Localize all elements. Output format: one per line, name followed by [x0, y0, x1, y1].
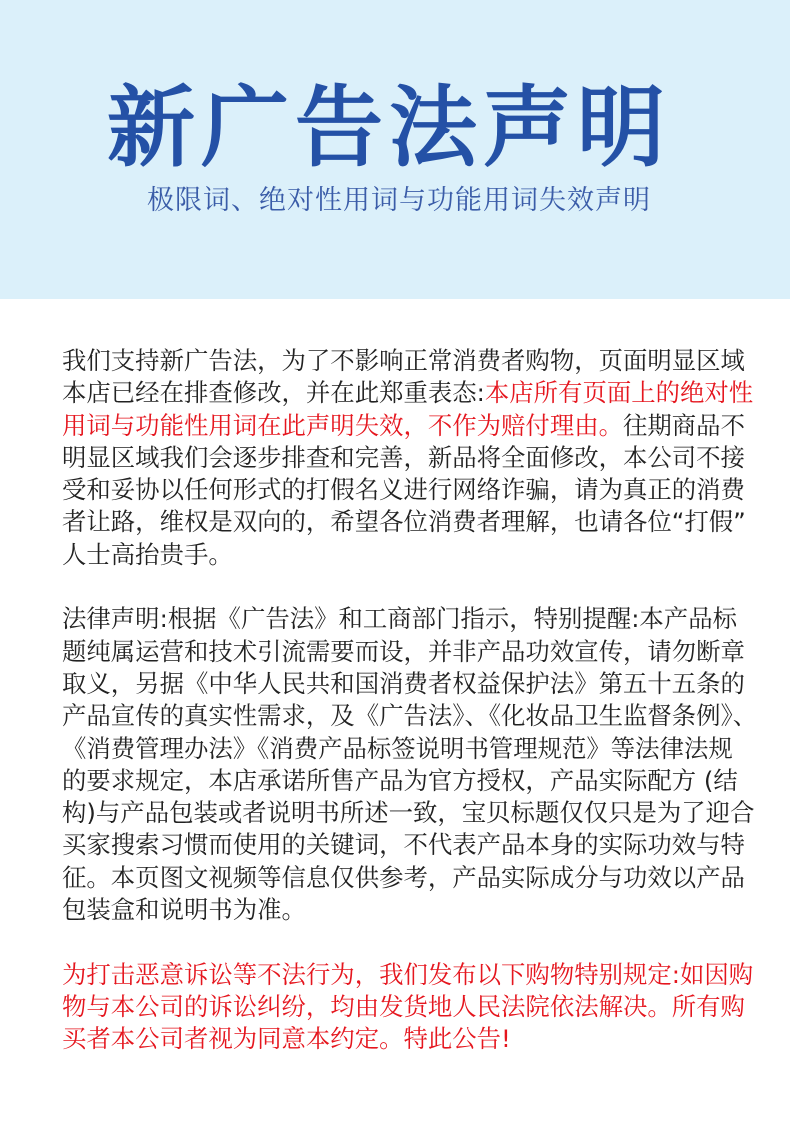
text-line — [62, 959, 790, 991]
text-segment: 法律声明:根据《广告法》和工商部门指示，特别提醒:本产品标 — [62, 604, 737, 634]
text-line — [62, 894, 790, 926]
paragraph-support-statement — [62, 345, 790, 571]
text-line — [62, 603, 790, 635]
text-segment: 包装盒和说明书为准。 — [62, 895, 306, 925]
text-segment: 往期商品不 — [623, 410, 745, 440]
text-segment: 人士高抬贵手。 — [62, 539, 233, 569]
text-segment: 征。本页图文视频等信息仅供参考，产品实际成分与功效以产品 — [62, 862, 745, 892]
page-title: 新广告法声明 — [106, 75, 671, 179]
highlighted-text-segment: 用词与功能性用词在此声明失效，不作为赔付理由。 — [62, 410, 623, 440]
page-subtitle: 极限词、绝对性用词与功能用词失效声明 — [147, 185, 651, 216]
statement-body — [62, 345, 790, 1088]
text-line — [62, 700, 790, 732]
text-segment: 买家搜索习惯而使用的关键词，不代表产品本身的实际功效与特 — [62, 830, 745, 860]
text-line — [62, 539, 790, 571]
text-segment: 取义，另据《中华人民共和国消费者权益保护法》第五十五条的 — [62, 668, 745, 698]
header-banner — [0, 0, 790, 299]
text-line — [62, 345, 790, 377]
text-line — [62, 991, 790, 1023]
highlighted-text-segment: 物与本公司的诉讼纠纷，均由发货地人民法院依法解决。所有购 — [62, 991, 745, 1021]
highlighted-text-segment: 买者本公司者视为同意本约定。特此公告! — [62, 1024, 511, 1054]
text-line — [62, 377, 790, 409]
text-line — [62, 506, 790, 538]
text-line — [62, 636, 790, 668]
highlighted-text-segment: 为打击恶意诉讼等不法行为，我们发布以下购物特别规定:如因购 — [62, 959, 754, 989]
paragraph-litigation-notice — [62, 959, 790, 1056]
text-segment: 题纯属运营和技术引流需要而设，并非产品功效宣传，请勿断章 — [62, 636, 745, 666]
text-segment: 本店已经在排查修改，并在此郑重表态: — [62, 378, 485, 408]
text-line — [62, 410, 790, 442]
text-line — [62, 797, 790, 829]
text-segment: 构)与产品包装或者说明书所述一致，宝贝标题仅仅只是为了迎合 — [62, 798, 755, 828]
text-segment: 明显区域我们会逐步排查和完善，新品将全面修改，本公司不接 — [62, 442, 745, 472]
text-line — [62, 442, 790, 474]
text-segment: 我们支持新广告法，为了不影响正常消费者购物，页面明显区域 — [62, 346, 745, 375]
text-line — [62, 862, 790, 894]
text-segment: 者让路，维权是双向的，希望各位消费者理解，也请各位“打假” — [62, 507, 746, 537]
text-line — [62, 1023, 790, 1055]
paragraph-legal-statement — [62, 603, 790, 926]
text-segment: 《消费管理办法》《消费产品标签说明书管理规范》等法律法规 — [62, 733, 733, 763]
text-segment: 产品宣传的真实性需求，及《广告法》、《化妆品卫生监督条例》、 — [62, 701, 758, 731]
text-line — [62, 765, 790, 797]
text-line — [62, 829, 790, 861]
text-line — [62, 668, 790, 700]
text-line — [62, 733, 790, 765]
text-line — [62, 474, 790, 506]
text-segment: 受和妥协以任何形式的打假名义进行网络诈骗，请为真正的消费 — [62, 475, 745, 505]
highlighted-text-segment: 本店所有页面上的绝对性 — [484, 378, 754, 408]
text-segment: 的要求规定，本店承诺所售产品为官方授权，产品实际配方 (结 — [62, 765, 738, 795]
